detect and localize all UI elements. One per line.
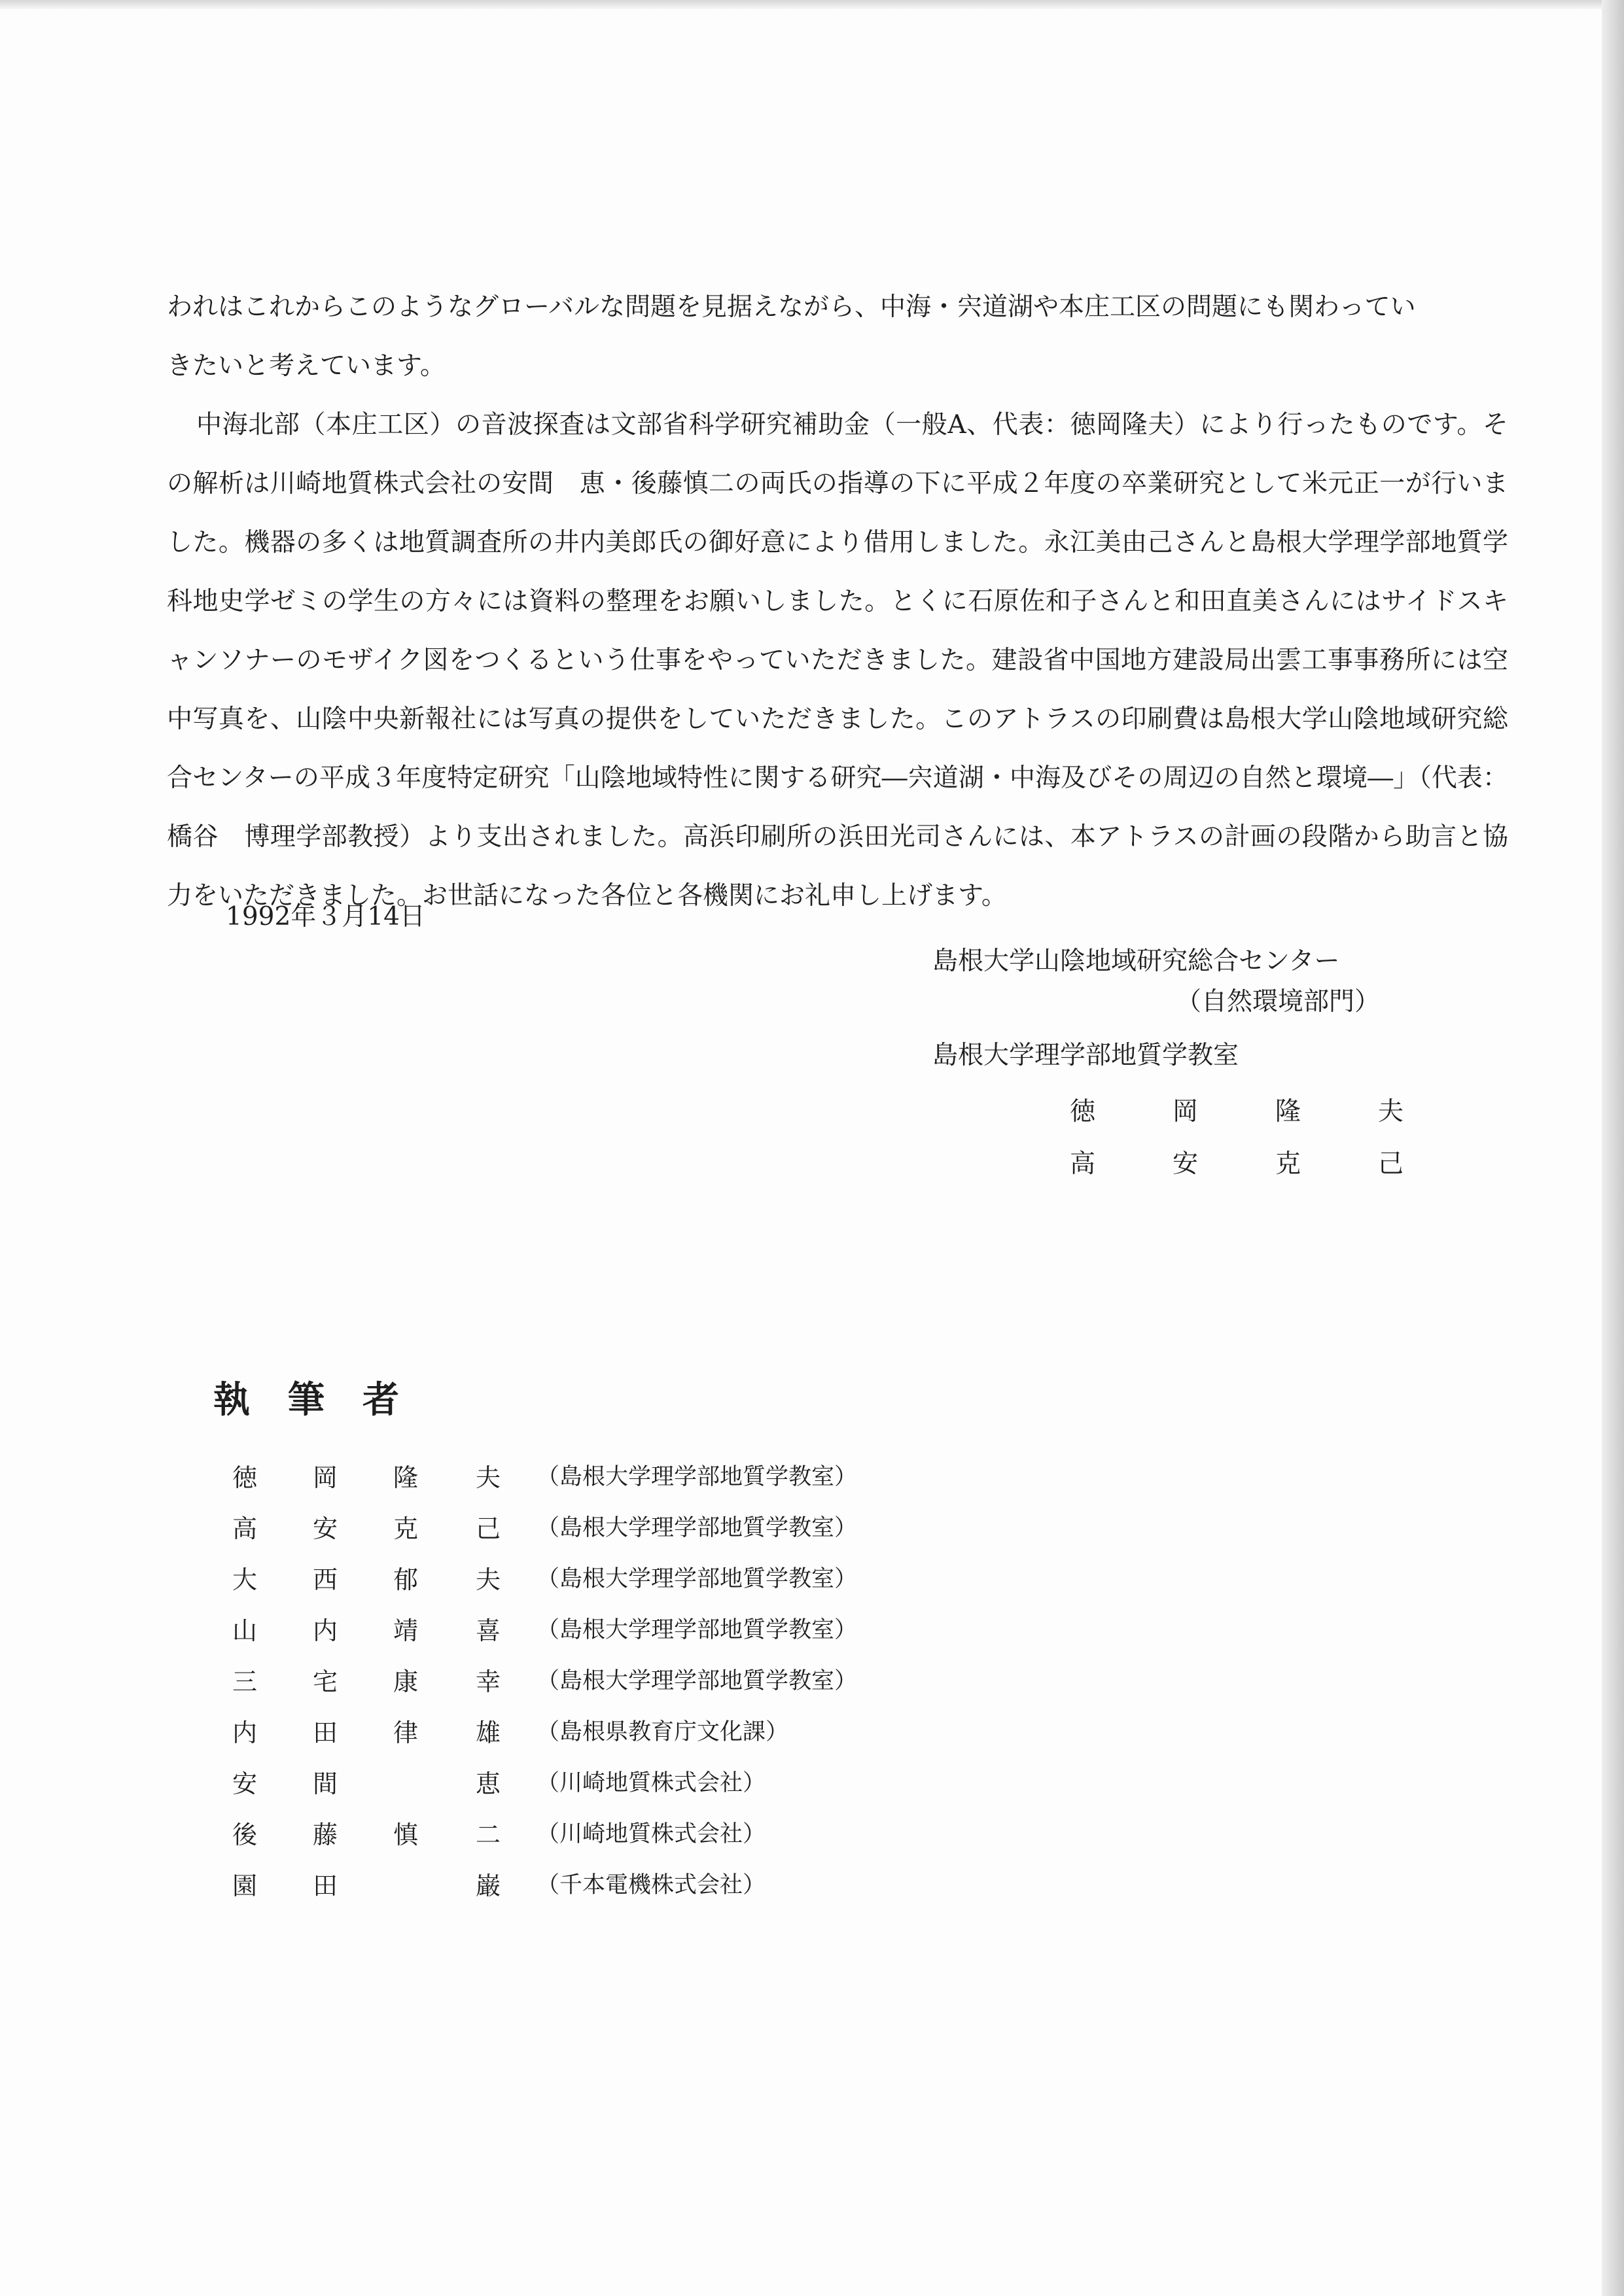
authors-heading: 執筆者 (213, 1378, 437, 1421)
signature-org-1: 島根大学山陰地域研究総合センター (932, 947, 1340, 976)
author-affiliation: （川崎地質株式会社） (537, 1821, 766, 1847)
author-row: 高 安 克 己 （島根大学理学部地質学教室） (232, 1508, 887, 1559)
acknowledgement-paragraph: 中海北部（本庄工区）の音波探査は文部省科学研究補助金（一般A、代表：徳岡隆夫）により行ったものです。その解析は川崎地質株式会社の安間 恵・後藤慎二の両氏の指導の下に平成２年度の卒業研究として米元正一が行いました。機器の多くは地質調査所の井内美郎氏の御好意により借用しました。永江美由己さんと島根大学理学部地質学科地史学ゼミの学生の方々には資料の整理をお願いしました。とくに石原佐和子さんと和田直美さんにはサイドスキャンソナーのモザイク図をつくるという仕事をやっていただきました。建設省中国地方建設局出雲工事事務所には空中写真を、山陰中央新報社には写真の提供をしていただきました。このアトラスの印刷費は島根大学山陰地域研究総合センターの平成３年度特定研究「山陰地域特性に関する研究―宍道湖・中海及びその周辺の自然と環境―」（代表：橋谷 博理学部教授）より支出されました。高浜印刷所の浜田光司さんには、本アトラスの計画の段階から助言と協力をいただきました。お世話になった各位と各機関にお礼申し上げます。 (167, 410, 1508, 911)
author-row: 安 間 恵 （川崎地質株式会社） (232, 1764, 887, 1815)
scan-right-edge (1602, 0, 1624, 2296)
author-row: 後 藤 慎 二 （川崎地質株式会社） (232, 1815, 887, 1866)
author-affiliation: （島根大学理学部地質学教室） (537, 1515, 858, 1541)
signature-name-2: 高 安 克 己 (1070, 1149, 1403, 1179)
date: 1992年３月14日 (226, 902, 425, 931)
author-row: 内 田 律 雄 （島根県教育庁文化課） (232, 1713, 887, 1764)
author-row: 山 内 靖 喜 （島根大学理学部地質学教室） (232, 1610, 887, 1661)
author-affiliation: （島根大学理学部地質学教室） (537, 1566, 858, 1592)
body-text (167, 278, 1508, 926)
author-affiliation: （島根大学理学部地質学教室） (537, 1617, 858, 1643)
author-row: 大 西 郁 夫 （島根大学理学部地質学教室） (232, 1559, 887, 1610)
author-affiliation: （川崎地質株式会社） (537, 1770, 766, 1796)
author-affiliation: （島根大学理学部地質学教室） (537, 1668, 858, 1694)
signature-org-2: 島根大学理学部地質学教室 (932, 1041, 1239, 1070)
signature-name-1: 徳 岡 隆 夫 (1070, 1097, 1403, 1126)
author-affiliation: （千本電機株式会社） (537, 1872, 766, 1898)
continued-line-2: きたいと考えています。 (167, 351, 446, 381)
scan-top-edge (0, 0, 1624, 9)
author-row: 徳 岡 隆 夫 （島根大学理学部地質学教室） (232, 1457, 887, 1508)
continued-line-1: われはこれからこのようなグローバルな問題を見据えながら、中海・宍道湖や本庄工区の問題にも関わってい (167, 292, 1416, 322)
author-row: 三 宅 康 幸 （島根大学理学部地質学教室） (232, 1661, 887, 1713)
author-affiliation: （島根大学理学部地質学教室） (537, 1464, 858, 1490)
author-row: 園 田 巌 （千本電機株式会社） (232, 1866, 887, 1917)
signature-org-1-dept: （自然環境部門） (1176, 987, 1381, 1017)
author-affiliation: （島根県教育庁文化課） (537, 1719, 789, 1745)
